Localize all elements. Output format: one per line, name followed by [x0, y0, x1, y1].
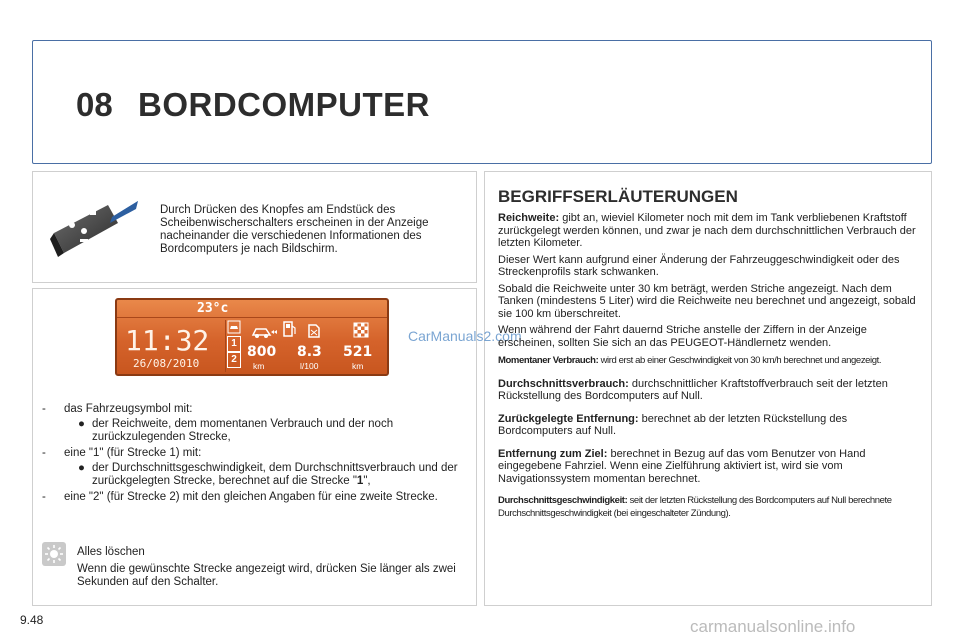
- watermark-text: CarManuals2.com: [408, 328, 522, 344]
- list-item: - das Fahrzeugsymbol mit:: [42, 403, 193, 415]
- consumption-unit: l/100: [300, 361, 319, 371]
- consumption-value: 8.3: [297, 344, 322, 360]
- momentary-consumption-paragraph: Momentaner Verbrauch: wird erst ab einer Geschwindigkeit von 30 km/h berechnet und angezeigt.: [498, 355, 882, 366]
- fuel-can-icon: [307, 322, 321, 338]
- list-subitem: ● der Durchschnittsgeschwindigkeit, dem Durchschnittsverbrauch und der zurückgelegten Strecke, berechnet auf die Strecke "1",: [78, 462, 458, 487]
- page-title: BORDCOMPUTER: [138, 86, 430, 123]
- display-date: 26/08/2010: [133, 357, 200, 370]
- range-paragraph-2: Dieser Wert kann aufgrund einer Änderung der Fahrzeuggeschwindigkeit oder des Streckenprofils stark schwanken.: [498, 253, 900, 278]
- settings-sun-icon: [42, 542, 66, 566]
- definitions-heading: BEGRIFFSERLÄUTERUNGEN: [498, 187, 738, 206]
- checkered-flag-icon: [353, 322, 369, 338]
- distance-value: 521: [343, 344, 373, 360]
- avg-speed-paragraph: Durchschnittsgeschwindigkeit: seit der letzten Rückstellung des Bordcomputers auf Null berechnete Durchschnittsgeschwindigkeit (bei eingeschalteter Zündung).: [498, 495, 892, 519]
- range-paragraph-3: Sobald die Reichweite unter 30 km beträgt, werden Striche angezeigt. Nach dem Tanken (mindestens 5 Liter) wird die Reichweite neu berechnet und angezeigt, sobald sie 100 km überschreitet.: [498, 282, 916, 320]
- car-icon: [251, 324, 277, 340]
- chapter-number: 08: [76, 86, 113, 123]
- display-time: 11:32: [125, 324, 210, 357]
- list-item: - eine "2" (für Strecke 2) mit den gleichen Angaben für eine zweite Strecke.: [42, 491, 438, 503]
- display-divider: [225, 320, 226, 372]
- display-top-bar: [117, 300, 387, 318]
- list-subitem: ● der Reichweite, dem momentanen Verbrauch und der noch zurückzulegenden Strecke,: [78, 418, 394, 443]
- footer-watermark: carmanualsonline.info: [690, 617, 856, 636]
- range-paragraph-4: Wenn während der Fahrt dauernd Striche anstelle der Ziffern in der Anzeige erscheinen, sollten Sie sich an das PEUGEOT-Händlernetz wenden.: [498, 324, 867, 349]
- distance-to-destination-paragraph: Entfernung zum Ziel: berechnet in Bezug auf das vom Benutzer von Hand eingegebene Fahrziel. Wenn eine Zielführung aktiviert ist, wird sie vom Navigationssystem momentan berechnet.: [498, 447, 866, 485]
- clear-all-text: Wenn die gewünschte Strecke angezeigt wird, drücken Sie länger als zwei Sekunden auf den Schalter.: [77, 563, 456, 588]
- range-value: 800: [247, 344, 277, 360]
- clear-all-title: Alles löschen: [77, 546, 145, 558]
- range-unit: km: [253, 361, 265, 371]
- range-paragraph: Reichweite: gibt an, wieviel Kilometer noch mit dem im Tank verbliebenen Kraftstoff zurückgelegt werden können, und zwar je nach dem durchschnittlichen Verbrauch der letzten Kilometer.: [498, 212, 916, 249]
- display-temperature: 23°c: [197, 301, 229, 316]
- wiper-stalk-icon: [50, 195, 140, 265]
- intro-text: Durch Drücken des Knopfes am Endstück des Scheibenwischerschalters erscheinen in der Anzeige nacheinander die verschiedenen Informationen des Bordcomputers je nach Bildschirm.: [160, 204, 429, 255]
- list-item: - eine "1" (für Strecke 1) mit:: [42, 447, 202, 459]
- fuel-pump-icon: [283, 320, 297, 338]
- trip-1-indicator: 1: [227, 336, 241, 352]
- car-small-icon: [227, 320, 241, 334]
- trip-2-indicator: 2: [227, 352, 241, 368]
- display-explanation-list: [42, 400, 462, 504]
- definitions-body: [498, 212, 920, 524]
- distance-paragraph: Zurückgelegte Entfernung: berechnet ab der letzten Rückstellung des Bordcomputers auf Null.: [498, 412, 848, 437]
- multifunction-display: [115, 298, 389, 376]
- distance-unit: km: [352, 361, 364, 371]
- avg-consumption-paragraph: Durchschnittsverbrauch: durchschnittlicher Kraftstoffverbrauch seit der letzten Rückstellung des Bordcomputers auf Null.: [498, 377, 888, 402]
- page-number: 9.48: [20, 613, 44, 627]
